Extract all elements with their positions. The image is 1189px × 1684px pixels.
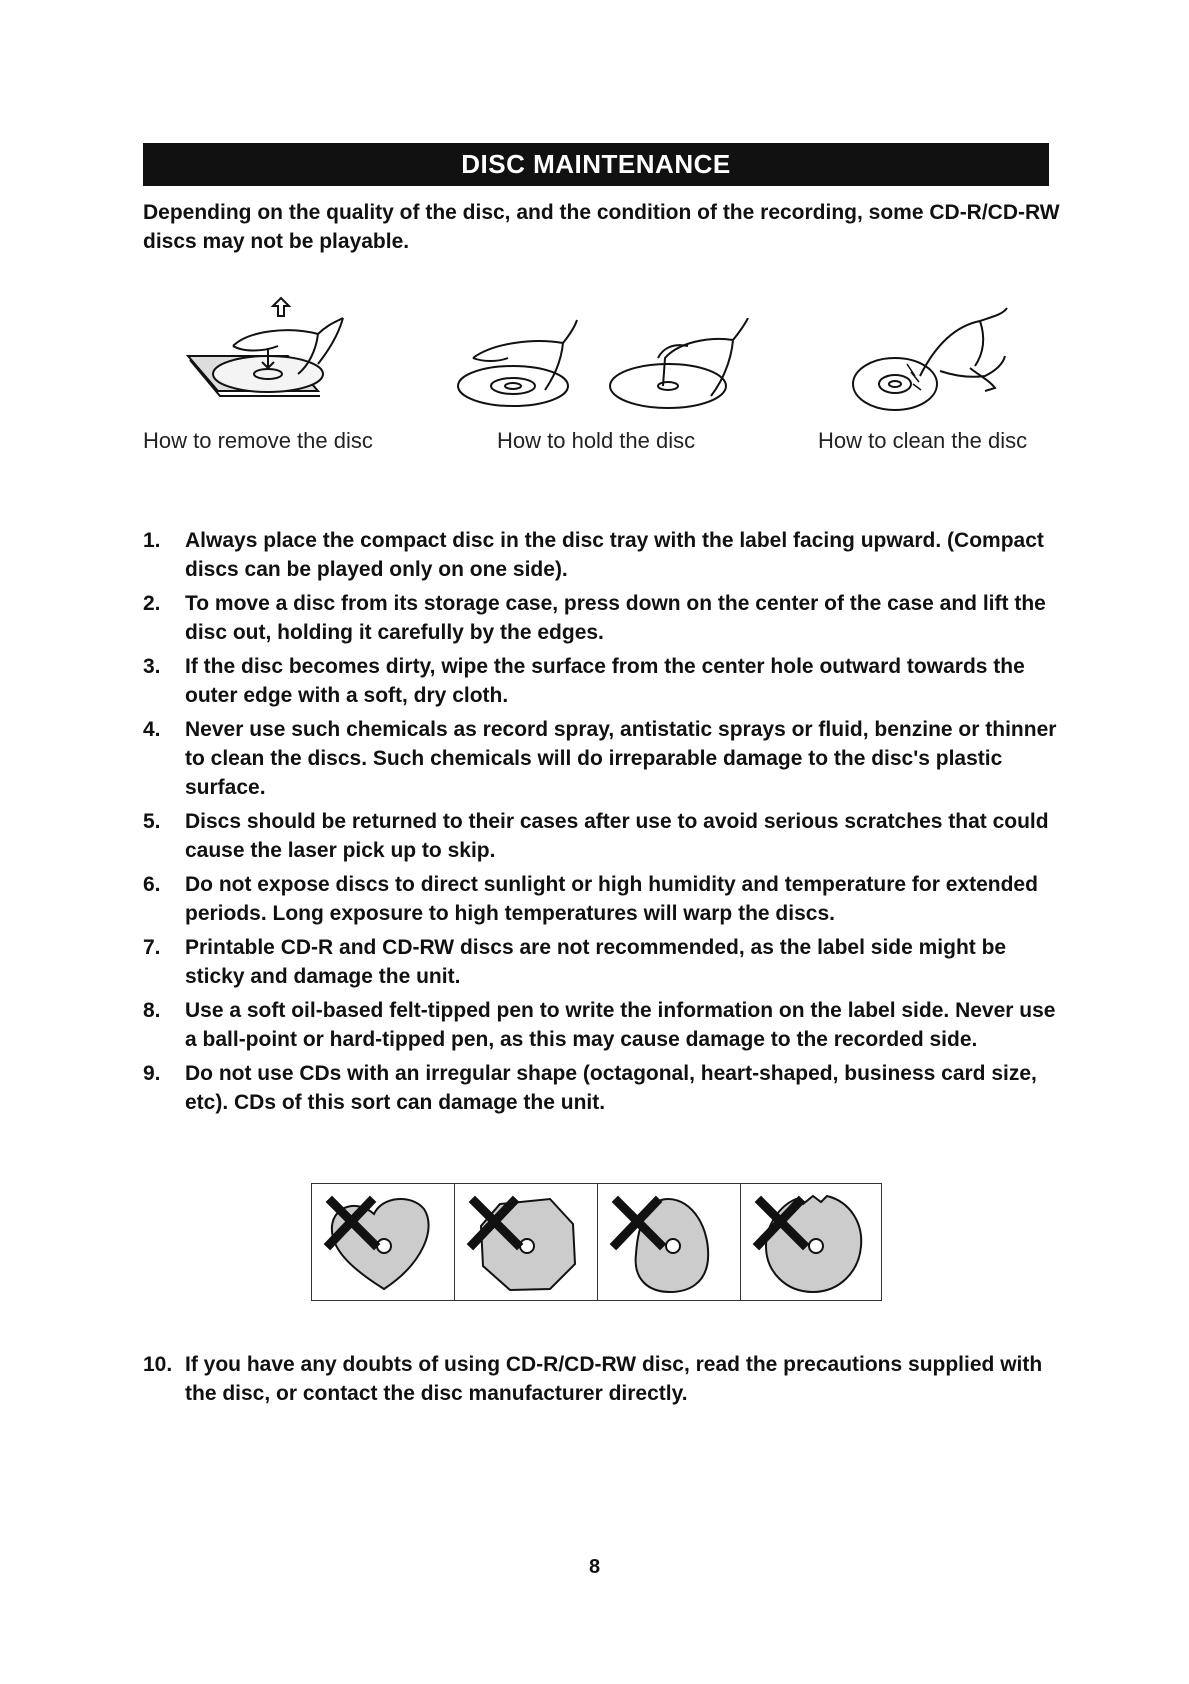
page-number: 8	[588, 1556, 601, 1578]
irregular-disc-cell	[598, 1184, 741, 1300]
section-title: DISC MAINTENANCE	[143, 143, 1049, 186]
list-item: 1. Always place the compact disc in the disc tray with the label facing upward. (Compact discs can be played only on one side).	[143, 529, 1044, 581]
clean-disc-illustration	[845, 306, 1020, 418]
list-item: 3. If the disc becomes dirty, wipe the surface from the center hole outward towards the outer edge with a soft, dry cloth.	[143, 655, 1025, 707]
list-item: 6. Do not expose discs to direct sunlight or high humidity and temperature for extended periods. Long exposure to high temperatures will warp the discs.	[143, 873, 1038, 925]
list-item: 9. Do not use CDs with an irregular shape (octagonal, heart-shaped, business card size, etc). CDs of this sort can damage the unit.	[143, 1062, 1037, 1114]
octagonal-disc-icon	[455, 1184, 597, 1300]
list-item: 7. Printable CD-R and CD-RW discs are not recommended, as the label side might be sticky and damage the unit.	[143, 936, 1007, 988]
list-item: 4. Never use such chemicals as record spray, antistatic sprays or fluid, benzine or thinner to clean the discs. Such chemicals will do irreparable damage to the disc's plastic surface.	[143, 718, 1057, 799]
intro-paragraph: Depending on the quality of the disc, and the condition of the recording, some CD-R/CD-RW discs may not be playable.	[143, 201, 1060, 253]
caption-clean-disc: How to clean the disc	[818, 428, 1028, 453]
heart-shaped-disc-icon	[312, 1184, 454, 1300]
caption-hold-disc: How to hold the disc	[497, 428, 696, 453]
list-item: 5. Discs should be returned to their cases after use to avoid serious scratches that could cause the laser pick up to skip.	[143, 810, 1049, 862]
list-item: 8. Use a soft oil-based felt-tipped pen to write the information on the label side. Never use a ball-point or hard-tipped pen, as this may cause damage to the recorded side.	[143, 999, 1056, 1051]
irregular-disc-cell	[741, 1184, 883, 1300]
hold-disc-illustration	[453, 318, 763, 418]
chipped-disc-icon	[741, 1184, 883, 1300]
caption-remove-disc: How to remove the disc	[143, 428, 373, 453]
maintenance-list	[143, 526, 1063, 1122]
list-item: 2. To move a disc from its storage case, press down on the center of the case and lift the disc out, holding it carefully by the edges.	[143, 592, 1046, 644]
egg-shaped-disc-icon	[598, 1184, 740, 1300]
list-item-10: 10. If you have any doubts of using CD-R/CD-RW disc, read the precautions supplied with the disc, or contact the disc manufacturer directly.	[143, 1353, 1043, 1405]
irregular-disc-cell	[312, 1184, 455, 1300]
irregular-disc-examples	[311, 1183, 882, 1301]
remove-disc-illustration	[178, 296, 378, 416]
irregular-disc-cell	[455, 1184, 598, 1300]
